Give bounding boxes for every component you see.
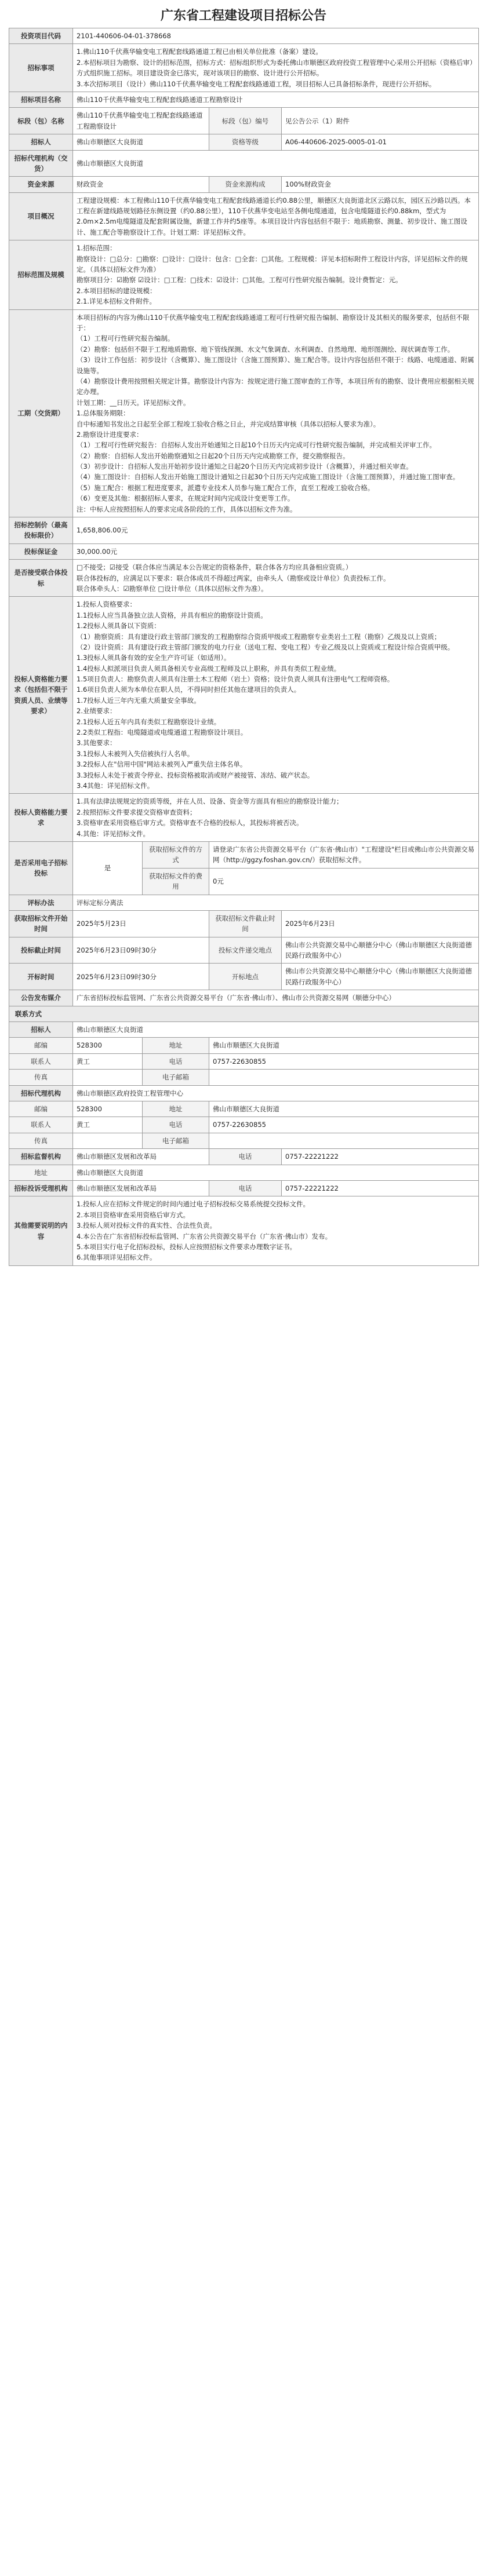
other-label: 其他需要说明的内容: [9, 1196, 73, 1265]
tender-project-label: 招标事项: [9, 44, 73, 92]
contacts-title: 联系方式: [9, 1006, 479, 1021]
doc-fee-label: 获取招标文件的费用: [143, 868, 209, 895]
contact-supervisor-phone-label: 电话: [209, 1149, 282, 1165]
section-code-value: 见公告公示（1）附件: [282, 108, 479, 134]
row-bidder-qual: [9, 597, 479, 794]
contact-supervisor-phone: 0757-22221222: [282, 1149, 479, 1165]
doc-fee-value: 0元: [209, 868, 479, 895]
bid-deadline-label: 投标截止时间: [9, 937, 73, 964]
contact-complaint-phone-label: 电话: [209, 1180, 282, 1196]
project-name-value: 佛山110千伏燕华输变电工程配套线路通道工程勘察设计: [73, 92, 479, 107]
row-agent-addr: [9, 1101, 479, 1116]
qual-value: A06-440606-2025-0005-01-01: [282, 134, 479, 150]
row-tenderer-addr: [9, 1038, 479, 1053]
contact-tenderer-addr: 佛山市顺德区大良街道: [209, 1038, 479, 1053]
row-section: [9, 108, 479, 134]
scope-bid-label: 招标范围及规模: [9, 240, 73, 309]
row-supervisor: [9, 1149, 479, 1165]
contact-agent-zip-label: 邮编: [9, 1101, 73, 1116]
contact-tenderer-email-label: 电子邮箱: [143, 1070, 209, 1085]
doc-time-value: 2025年5月23日: [73, 910, 209, 937]
doc-end-value: 2025年6月23日: [282, 910, 479, 937]
row-agent-fax: [9, 1133, 479, 1148]
row-supervisor-addr: [9, 1165, 479, 1180]
row-project-code: [9, 28, 479, 44]
contact-agent-addr-label: 地址: [143, 1101, 209, 1116]
funding-proj-value: 100%财政资金: [282, 177, 479, 192]
row-tenderer-fax: [9, 1070, 479, 1085]
contact-supervisor-addr: 佛山市顺德区大良街道: [73, 1165, 479, 1180]
row-bid-verify: [9, 794, 479, 842]
project-code-label: 投资项目代码: [9, 28, 73, 44]
agent-value: 佛山市顺德区大良街道: [73, 150, 479, 177]
contact-tenderer-label: 招标人: [9, 1022, 73, 1038]
scope-bid-value: 1.招标范围： 勘察设计：□总分：□勘察：□设计：□设计：包含：□全套：□其他。工程规模：详见本招标附件工程设计内容，详见招标文件的规定。（具体以招标文件为准） 勘察项目分：☑勘察 ☑设计：□工程：□技术：☑设计：□其他。工程可行性研究报告编制。设计费暂定：元。 2.本项目招标的建设规模： 2.1.详见本招标文件附件。: [73, 240, 479, 309]
bid-method-label: 是否接受联合体投标: [9, 560, 73, 597]
contact-agent-fax: [73, 1133, 143, 1148]
funding-proj-label: 资金来源构成: [209, 177, 282, 192]
row-project-name: [9, 92, 479, 107]
contact-complaint-label: 招标投诉受理机构: [9, 1180, 73, 1196]
contact-agent-name: 佛山市顺德区政府投资工程管理中心: [73, 1085, 479, 1101]
doc-method-label: 获取招标文件的方式: [143, 841, 209, 868]
row-doc-time: [9, 910, 479, 937]
contact-complaint-name: 佛山市顺德区发展和改革局: [73, 1180, 209, 1196]
project-code-value: 2101-440606-04-01-378668: [73, 28, 479, 44]
row-scope-bid: [9, 240, 479, 309]
contact-tenderer-phone-label: 电话: [143, 1053, 209, 1069]
row-bid-method: [9, 560, 479, 597]
contact-tenderer-phone: 0757-22630855: [209, 1053, 479, 1069]
contact-tenderer-person: 黄工: [73, 1053, 143, 1069]
row-funding: [9, 177, 479, 192]
funding-label: 资金来源: [9, 177, 73, 192]
qual-label: 资格等级: [209, 134, 282, 150]
contact-tenderer-fax-label: 传真: [9, 1070, 73, 1085]
scope-project-value: 工程建设规模：本工程佛山110千伏燕华输变电工程配套线路通道长约0.88公里，顺德区大良街道北区云路以东，园区五沙路以西。本工程在新建线路规划路径东侧设置（约0.88公里），110千伏燕华变电站至各侧电缆通道，包含电缆隧道长约0.88km，型式为2.0m×2.5m电缆隧道及配套附属设施，新建工作井约5座等。本项目设计内容包括但不限于：地质勘察、测量、初步设计、施工图设计、施工配合等勘察设计工作。计划工期：详见招标文件。: [73, 192, 479, 240]
doc-method-value: 请登录广东省公共资源交易平台（广东省·佛山市）"工程建设"栏目或佛山市公共资源交易网（http://ggzy.foshan.gov.cn/）获取招标文件。: [209, 841, 479, 868]
funding-source: 财政资金: [73, 177, 209, 192]
other-value: 1.投标人应在招标文件规定的时间内通过电子招标投标交易系统提交投标文件。 2.本项目资格审查采用资格后审方式。 3.投标人须对投标文件的真实性、合法性负责。 4.本公告在广东省招标投标监管网、广东省公共资源交易平台（广东省·佛山市）发布。 5.本项目实行电子化招标投标，投标人应按照招标文件要求办理数字证书。 6.其他事项详见招标文件。: [73, 1196, 479, 1265]
row-tenderer-person: [9, 1053, 479, 1069]
open-time-label: 开标时间: [9, 964, 73, 990]
row-contacts-title: [9, 1006, 479, 1021]
contact-agent-fax-label: 传真: [9, 1133, 73, 1148]
bid-deadline-value: 2025年6月23日09时30分: [73, 937, 209, 964]
contact-supervisor-label: 招标监督机构: [9, 1149, 73, 1165]
tenderer-name: 佛山市顺德区大良街道: [73, 134, 209, 150]
contact-tenderer-person-label: 联系人: [9, 1053, 73, 1069]
announcement-table: [9, 28, 479, 1266]
section-name-value: 佛山110千伏燕华输变电工程配套线路通道工程勘察设计: [73, 108, 209, 134]
contact-tenderer-addr-label: 地址: [143, 1038, 209, 1053]
doc-end-label: 获取招标文件截止时间: [209, 910, 282, 937]
row-bid-deadline: [9, 937, 479, 964]
budget-value: 1,658,806.00元: [73, 517, 479, 544]
row-e-sign: [9, 841, 479, 868]
row-tender-project: [9, 44, 479, 92]
bid-place-value: 佛山市公共资源交易中心顺德分中心（佛山市顺德区大良街道德民路行政服务中心）: [282, 937, 479, 964]
row-bid-bond: [9, 543, 479, 559]
bid-place-label: 投标文件递交地点: [209, 937, 282, 964]
open-time-value: 2025年6月23日09时30分: [73, 964, 209, 990]
tender-project-value: 1.佛山110千伏燕华输变电工程配套线路通道工程已由相关单位批准（备案）建设。 2.本招标项目为勘察、设计的招标范围，招标方式：招标组织形式为委托佛山市顺德区政府投资工程管理中心采用公开招标（资格后审）方式组织施工招标。项目建设资金已落实，现对该项目的勘察、设计进行公开招标。 3.本次招标项目（设计）佛山110千伏燕华输变电工程配套线路通道工程，项目招标人已具备招标条件，现进行公开招标。: [73, 44, 479, 92]
contact-tenderer-email: [209, 1070, 479, 1085]
e-sign-label: 是否采用电子招标投标: [9, 841, 73, 895]
scope-project-label: 项目概况: [9, 192, 73, 240]
row-tenderer: [9, 134, 479, 150]
row-complaint: [9, 1180, 479, 1196]
tenderer-label: 招标人: [9, 134, 73, 150]
contact-complaint-phone: 0757-22221222: [282, 1180, 479, 1196]
budget-label: 招标控制价（最高投标限价）: [9, 517, 73, 544]
contact-agent-email-label: 电子邮箱: [143, 1133, 209, 1148]
bid-bond-label: 投标保证金: [9, 543, 73, 559]
contact-supervisor-addr-label: 地址: [9, 1165, 73, 1180]
eval-method-value: 评标定标分离法: [73, 895, 479, 910]
contact-agent-phone: 0757-22630855: [209, 1117, 479, 1133]
row-agent-person: [9, 1117, 479, 1133]
announcement-page: [9, 0, 478, 1266]
project-name-label: 招标项目名称: [9, 92, 73, 107]
row-agent: [9, 150, 479, 177]
row-publish: [9, 990, 479, 1006]
row-budget: [9, 517, 479, 544]
contact-agent-addr: 佛山市顺德区大良街道: [209, 1101, 479, 1116]
contact-agent-phone-label: 电话: [143, 1117, 209, 1133]
contact-supervisor-name: 佛山市顺德区发展和改革局: [73, 1149, 209, 1165]
doc-time-label: 获取招标文件开始时间: [9, 910, 73, 937]
section-name-label: 标段（包）名称: [9, 108, 73, 134]
bid-bond-value: 30,000.00元: [73, 543, 479, 559]
eval-method-label: 评标办法: [9, 895, 73, 910]
bid-method-value: □不接受；☑接受（联合体应当满足本公告规定的资格条件，联合体各方均应具备相应资质。） 联合体投标的，应满足以下要求：联合体成员不得超过两家，由牵头人（勘察或设计单位）负责投标工作。 联合体牵头人：☑勘察单位 □设计单位（具体以招标文件为准）。: [73, 560, 479, 597]
agent-label: 招标代理机构（交货）: [9, 150, 73, 177]
row-scope-project: [9, 192, 479, 240]
contact-agent-person: 黄工: [73, 1117, 143, 1133]
row-duration: [9, 309, 479, 517]
contact-tenderer-fax: [73, 1070, 143, 1085]
section-code-label: 标段（包）编号: [209, 108, 282, 134]
contact-agent-label: 招标代理机构: [9, 1085, 73, 1101]
open-place-label: 开标地点: [209, 964, 282, 990]
bid-verify-label: 投标人资格能力要求: [9, 794, 73, 842]
contact-tenderer-name: 佛山市顺德区大良街道: [73, 1022, 479, 1038]
contact-tenderer-zip: 528300: [73, 1038, 143, 1053]
page-title: 广东省工程建设项目招标公告: [160, 9, 326, 23]
e-sign-value: 是: [73, 841, 143, 895]
contact-tenderer-zip-label: 邮编: [9, 1038, 73, 1053]
publish-label: 公告发布媒介: [9, 990, 73, 1006]
bidder-qual-value: 1.投标人资格要求： 1.1投标人应当具备独立法人资格，并具有相应的勘察设计资质。 1.2投标人须具备以下资质： （1）勘察资质：具有建设行政主管部门颁发的工程勘察综合资质甲级或工程勘察专业类岩土工程（勘察）乙级及以上资质； （2）设计资质：具有建设行政主管部门颁发的电力行业（送电工程、变电工程）专业乙级及以上资质或工程设计综合资质甲级。 1.3投标人须具备有效的安全生产许可证（如适用）。 1.4投标人拟派项目负责人须具备相关专业高级工程师及以上职称，并具有类似工程业绩。 1.5项目负责人：勘察负责人须具有注册土木工程师（岩土）资格；设计负责人须具有注册电气工程师资格。 1.6项目负责人须为本单位在职人员，不得同时担任其他在建项目的负责人。 1.7投标人近三年内无重大质量安全事故。 2.业绩要求： 2.1投标人近五年内具有类似工程勘察设计业绩。 2.2类似工程指：电缆隧道或电缆通道工程勘察设计项目。 3.其他要求： 3.1投标人未被列入失信被执行人名单。 3.2投标人在"信用中国"网站未被列入严重失信主体名单。 3.3投标人未处于被责令停业、投标资格被取消或财产被接管、冻结、破产状态。 3.4其他：详见招标文件。: [73, 597, 479, 794]
row-other: [9, 1196, 479, 1265]
bid-verify-value: 1.具有法律法规规定的资质等级，并在人员、设备、资金等方面具有相应的勘察设计能力； 2.按照招标文件要求提交资格审查资料； 3.资格审查采用资格后审方式。资格审查不合格的投标人，其投标将被否决。 4.其他：详见招标文件。: [73, 794, 479, 842]
contact-agent-zip: 528300: [73, 1101, 143, 1116]
row-open-time: [9, 964, 479, 990]
row-agent-name: [9, 1085, 479, 1101]
row-eval-method: [9, 895, 479, 910]
duration-label: 工期（交货期）: [9, 309, 73, 517]
open-place-value: 佛山市公共资源交易中心顺德分中心（佛山市顺德区大良街道德民路行政服务中心）: [282, 964, 479, 990]
contact-agent-email: [209, 1133, 479, 1148]
contact-agent-person-label: 联系人: [9, 1117, 73, 1133]
row-tenderer-name: [9, 1022, 479, 1038]
bidder-qual-label: 投标人资格能力要求（包括但不限于资质人员、业绩等要求）: [9, 597, 73, 794]
publish-value: 广东省招标投标监管网、广东省公共资源交易平台（广东省·佛山市）、佛山市公共资源交易网（顺德分中心）: [73, 990, 479, 1006]
duration-value: 本项目招标的内容为佛山110千伏燕华输变电工程配套线路通道工程可行性研究报告编制、勘察设计及其相关的服务要求，包括但不限于： （1）工程可行性研究报告编制。 （2）勘察：包括但不限于工程地质勘察、地下管线探测、水文气象调查、水利调查、自然地理、地形图测绘、现状调查等工作。 （3）设计工作包括：初步设计（含概算）、施工图设计（含施工图预算）、施工配合等。设计内容包括但不限于：线路、电缆通道、附属设施等。 （4）勘察设计费用按照相关规定计算。勘察设计内容为：按规定进行施工图审查的工作等，本项目所有的勘察、设计费用应根据相关规定办理。 计划工期：__日历天。详见招标文件。 1.总体服务期限： 自中标通知书发出之日起至全部工程竣工验收合格之日止，并完成结算审核（具体以招标人要求为准）。 2.勘察设计进度要求： （1）工程可行性研究报告：自招标人发出开始通知之日起10个日历天内完成可行性研究报告编制，并完成相关评审工作。 （2）勘察：自招标人发出开始勘察通知之日起20个日历天内完成勘察工作，提交勘察报告。 （3）初步设计：自招标人发出开始初步设计通知之日起20个日历天内完成初步设计（含概算），并通过相关审查。 （4）施工图设计：自招标人发出开始施工图设计通知之日起30个日历天内完成施工图设计（含施工图预算），并通过施工图审查。 （5）施工配合：根据工程进度要求，派遣专业技术人员参与施工配合工作，直至工程竣工验收合格。 （6）变更及其他：根据招标人要求，在规定时间内完成设计变更等工作。 注：中标人应按照招标人的要求完成各阶段的工作，具体以招标文件为准。: [73, 309, 479, 517]
